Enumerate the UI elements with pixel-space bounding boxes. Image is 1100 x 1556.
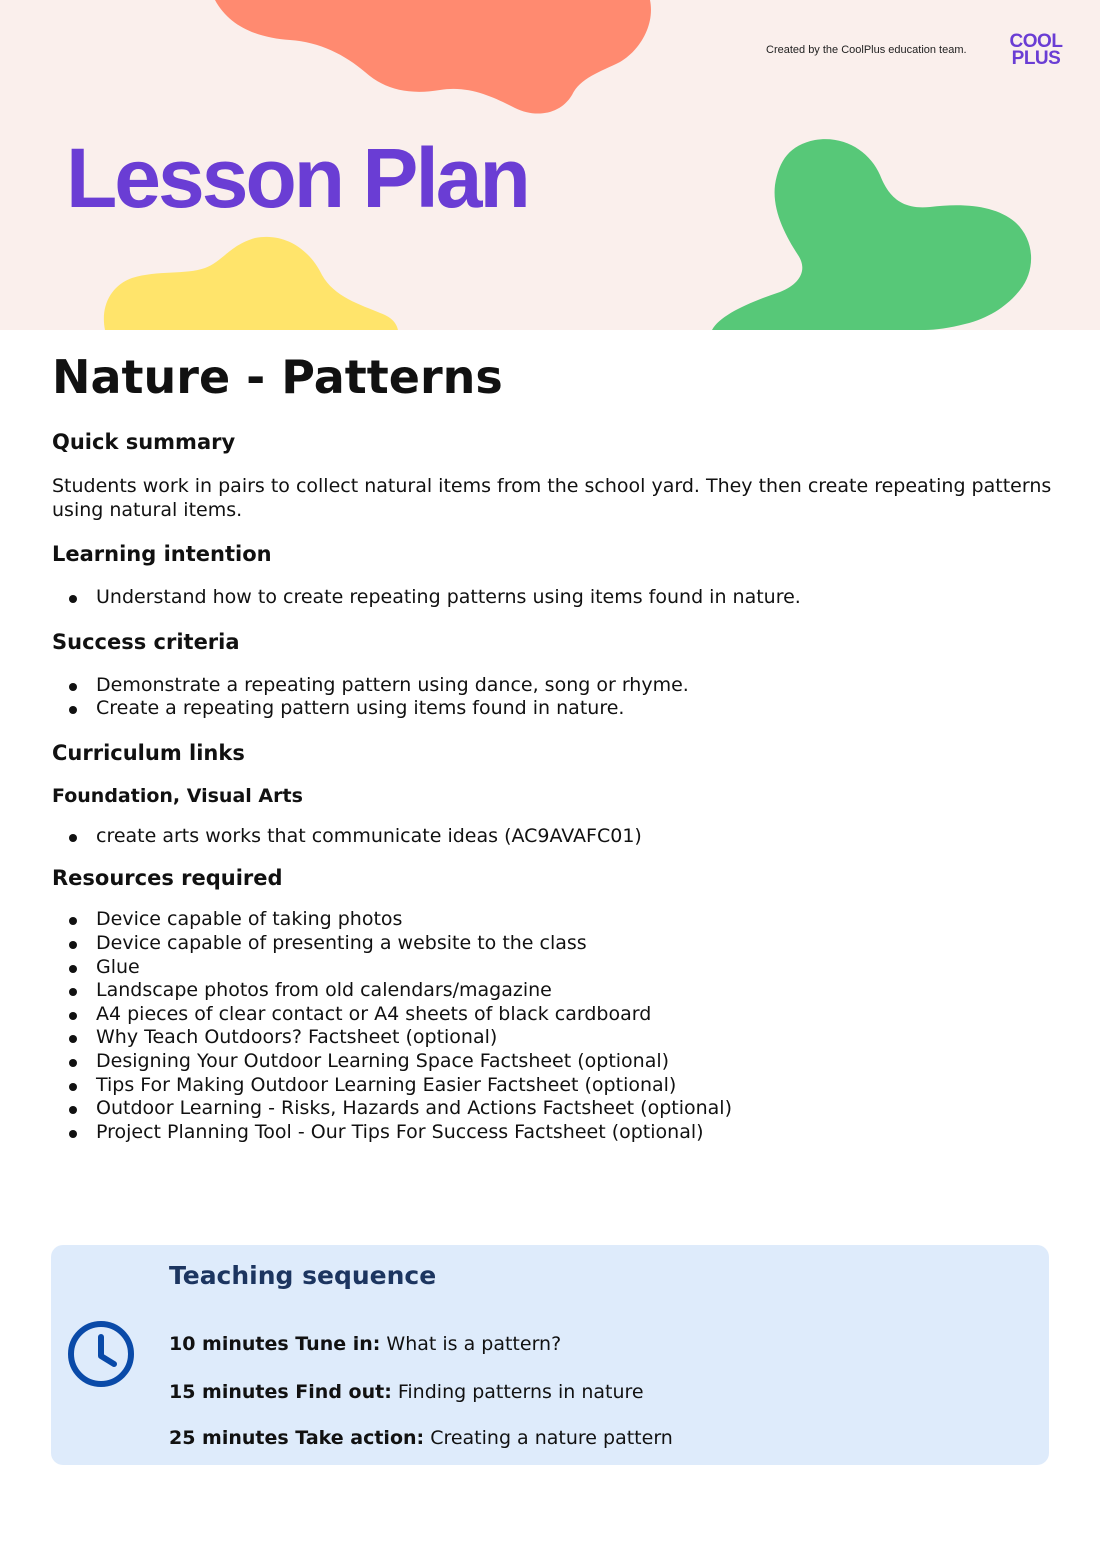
step-text: Finding patterns in nature: [397, 1381, 644, 1403]
list-item: A4 pieces of clear contact or A4 sheets of black cardboard: [52, 1003, 1052, 1027]
list-item: Demonstrate a repeating pattern using dance, song or rhyme.: [52, 674, 1052, 698]
list-item: Why Teach Outdoors? Factsheet (optional): [52, 1026, 1052, 1050]
success-criteria-list: [52, 674, 1052, 721]
yellow-blob: [104, 237, 398, 330]
sequence-step-tune-in: [169, 1331, 561, 1357]
lesson-plan-title: Lesson Plan: [66, 131, 528, 225]
logo-line-2: PLUS: [1011, 48, 1061, 69]
sequence-step-find-out: [169, 1379, 644, 1405]
curriculum-subheading: Foundation, Visual Arts: [52, 784, 303, 807]
sequence-step-take-action: [169, 1425, 673, 1451]
step-label: 15 minutes Find out:: [169, 1381, 392, 1403]
list-item: Glue: [52, 956, 1052, 980]
list-item: Designing Your Outdoor Learning Space Factsheet (optional): [52, 1050, 1052, 1074]
list-item: Device capable of taking photos: [52, 908, 1052, 932]
list-item: Project Planning Tool - Our Tips For Success Factsheet (optional): [52, 1121, 1052, 1145]
step-label: 10 minutes Tune in:: [169, 1333, 381, 1355]
coral-blob: [215, 0, 651, 114]
list-item: Device capable of presenting a website to the class: [52, 932, 1052, 956]
list-item: Outdoor Learning - Risks, Hazards and Actions Factsheet (optional): [52, 1097, 1052, 1121]
list-item: Landscape photos from old calendars/magazine: [52, 979, 1052, 1003]
header-banner: [0, 0, 1100, 330]
learning-intention-list: [52, 586, 1052, 610]
clock-icon: [66, 1319, 136, 1389]
quick-summary-heading: Quick summary: [52, 430, 236, 454]
curriculum-links-heading: Curriculum links: [52, 740, 245, 765]
step-label: 25 minutes Take action:: [169, 1427, 425, 1449]
quick-summary-text: Students work in pairs to collect natural items from the school yard. They then create repeating patterns using natural items.: [52, 475, 1052, 521]
page-title: Nature - Patterns: [52, 350, 503, 404]
logo-line-1: COOL: [1009, 31, 1063, 52]
curriculum-links-list: [52, 825, 1052, 849]
success-criteria-heading: Success criteria: [52, 629, 240, 654]
list-item: create arts works that communicate ideas (AC9AVAFC01): [52, 825, 1052, 849]
learning-intention-heading: Learning intention: [52, 542, 272, 566]
teaching-sequence-heading: Teaching sequence: [169, 1261, 437, 1290]
list-item: Tips For Making Outdoor Learning Easier Factsheet (optional): [52, 1074, 1052, 1098]
lesson-content: [52, 346, 1052, 1144]
list-item: Understand how to create repeating patterns using items found in nature.: [52, 586, 1052, 610]
resources-heading: Resources required: [52, 866, 283, 891]
step-text: What is a pattern?: [386, 1333, 562, 1355]
step-text: Creating a nature pattern: [430, 1427, 673, 1449]
green-blob: [712, 139, 1031, 330]
list-item: Create a repeating pattern using items found in nature.: [52, 697, 1052, 721]
coolplus-logo: [1004, 33, 1068, 67]
credit-text: Created by the CoolPlus education team.: [766, 44, 967, 56]
resources-list: [52, 908, 1052, 1144]
